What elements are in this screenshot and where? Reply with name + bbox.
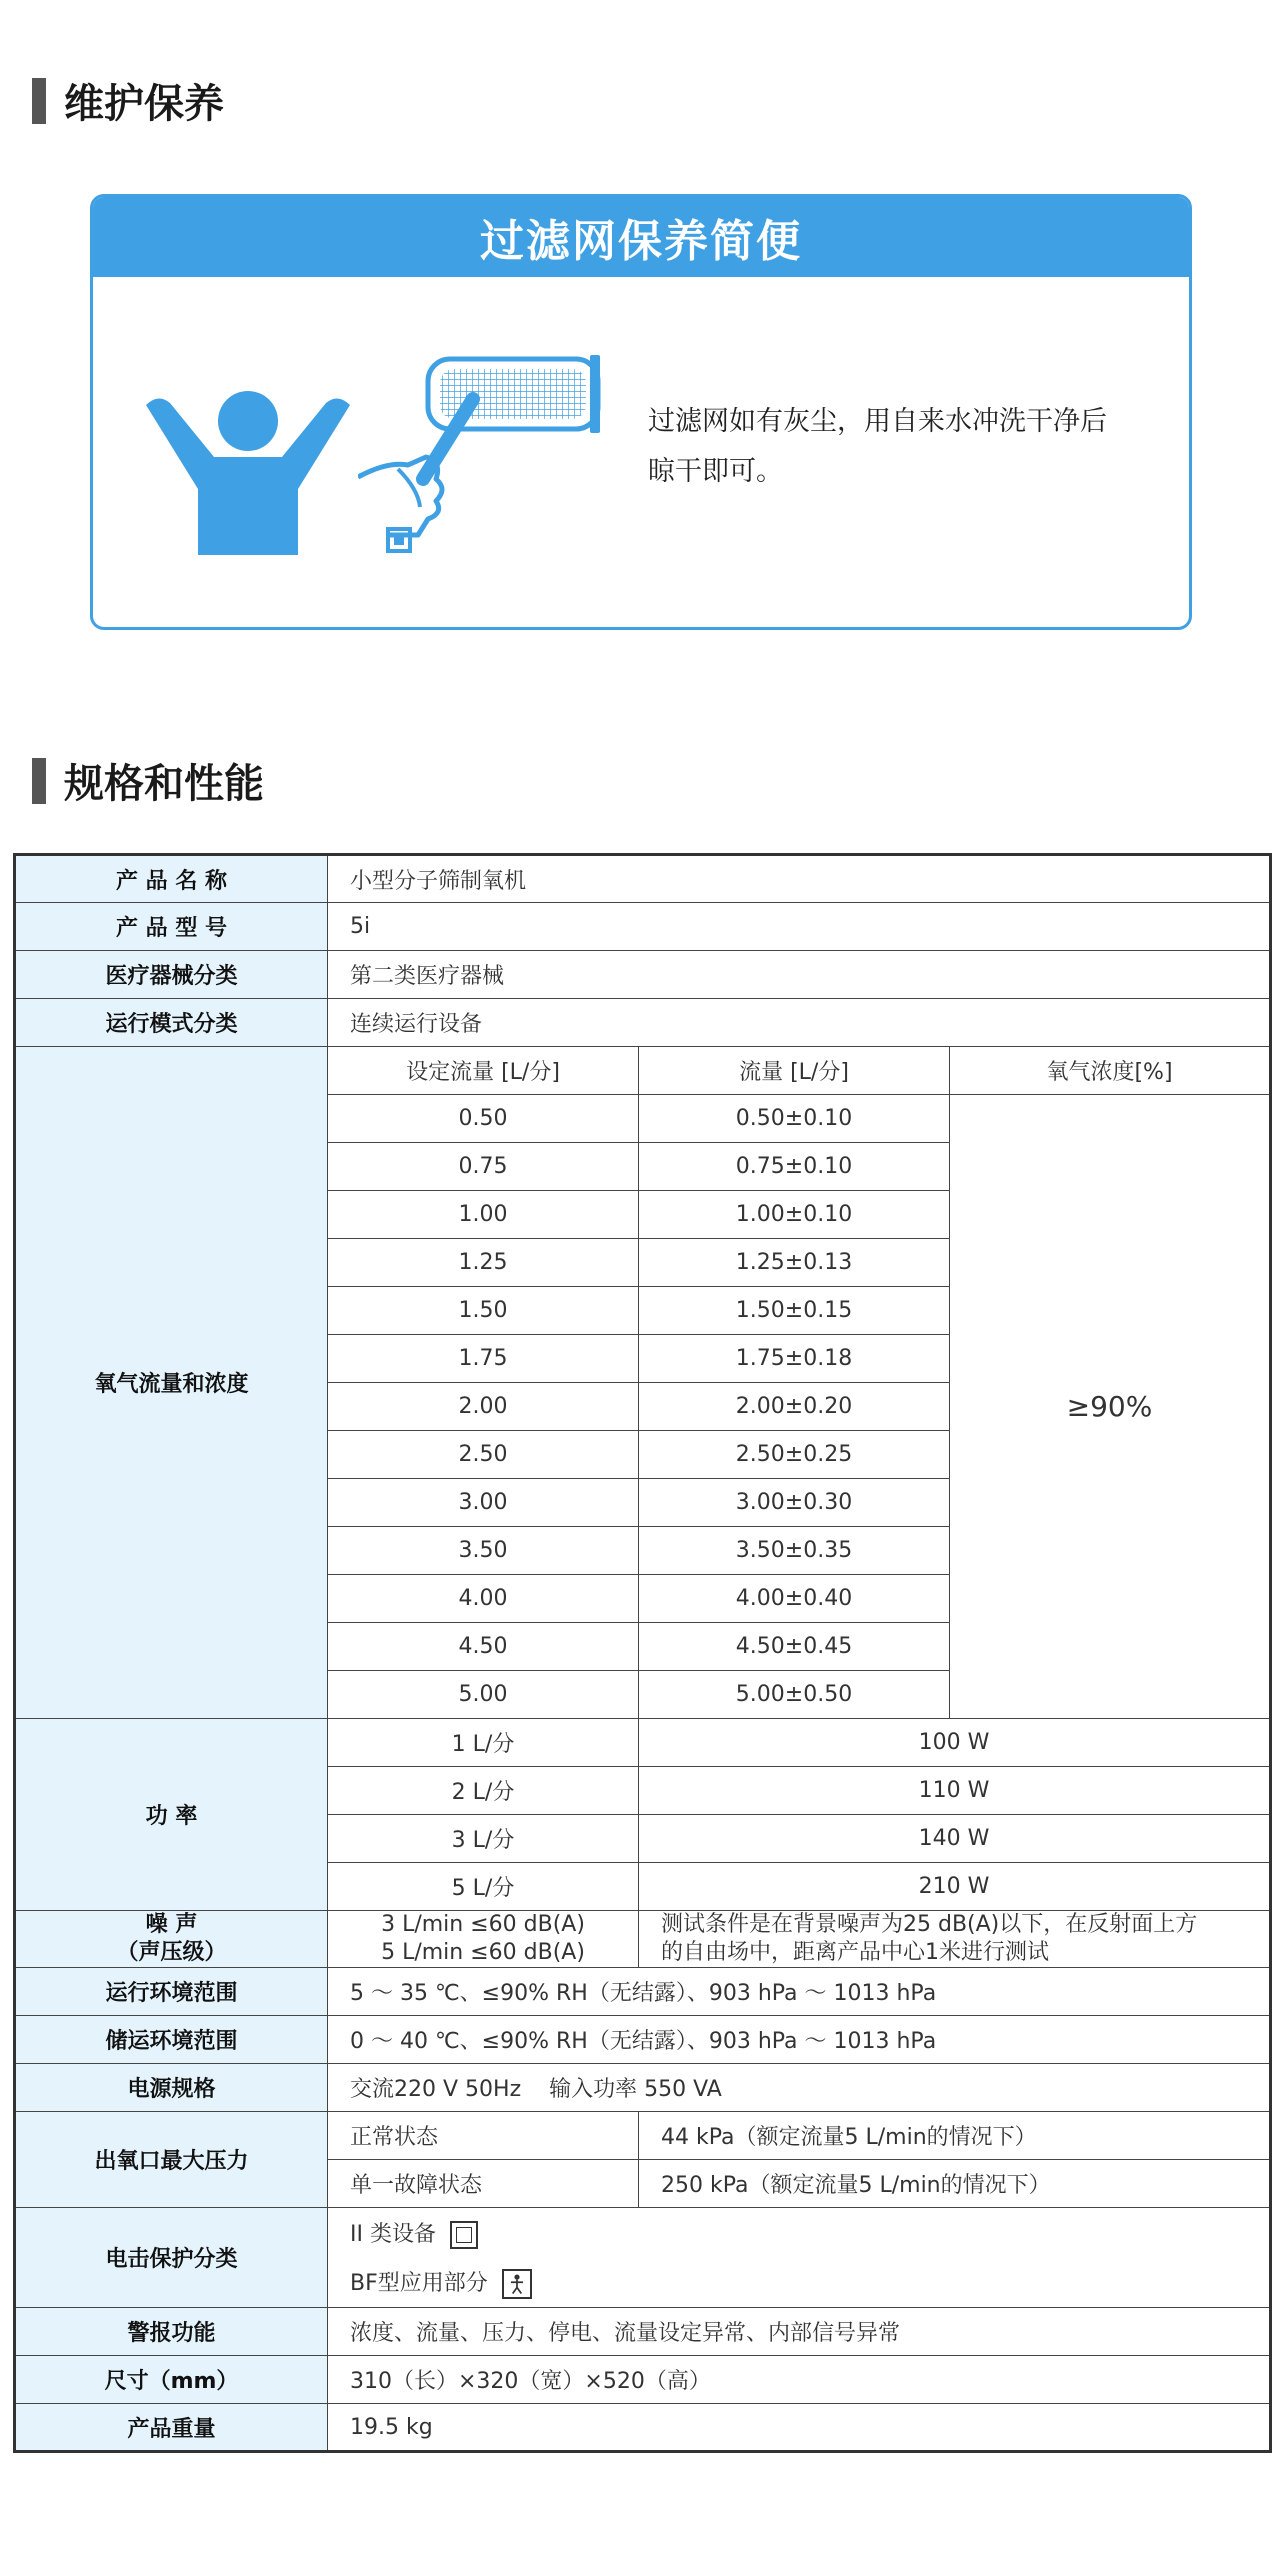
table-row: [15, 2404, 1271, 2452]
flow-set-value: 1.00: [328, 1191, 639, 1239]
card-description-line-2: 晾干即可。: [648, 456, 783, 487]
flow-actual-value: 2.50±0.25: [639, 1431, 950, 1479]
person-arms-up-icon: [138, 379, 358, 559]
flow-actual-value: 0.75±0.10: [639, 1143, 950, 1191]
table-row: [15, 999, 1271, 1047]
class-ii-double-square-icon: [450, 2221, 478, 2249]
table-row: [15, 2356, 1271, 2404]
flow-actual-value: 5.00±0.50: [639, 1671, 950, 1719]
table-row: [15, 2308, 1271, 2356]
specs-title-text: 规格和性能: [64, 761, 264, 807]
spec-table: [13, 853, 1272, 2453]
flow-set-value: 0.75: [328, 1143, 639, 1191]
power-watt-value: 210 W: [639, 1863, 1271, 1911]
flow-set-value: 3.50: [328, 1527, 639, 1575]
hand-holding-filter-icon: [358, 349, 608, 559]
flow-actual-value: 1.00±0.10: [639, 1191, 950, 1239]
flow-set-value: 4.50: [328, 1623, 639, 1671]
alarm-value: 浓度、流量、压力、停电、流量设定异常、内部信号异常: [328, 2308, 1271, 2356]
model-value: 5i: [328, 903, 1271, 951]
power-label: 功 率: [15, 1719, 328, 1911]
flow-set-value: 3.00: [328, 1479, 639, 1527]
card-description-line-1: 过滤网如有灰尘，用自来水冲洗干净后: [648, 406, 1107, 437]
pressure-state-normal: 正常状态: [328, 2112, 639, 2160]
noise-value-line-1: 3 L/min ≤60 dB(A): [381, 1912, 585, 1937]
flow-set-value: 4.00: [328, 1575, 639, 1623]
table-row: [15, 2112, 1271, 2160]
model-label: 产 品 型 号: [15, 903, 328, 951]
shock-label: 电击保护分类: [15, 2208, 328, 2308]
power-watt-value: 100 W: [639, 1719, 1271, 1767]
maintenance-section-title: [32, 72, 224, 129]
noise-note-line-2: 的自由场中，距离产品中心1米进行测试: [661, 1940, 1049, 1965]
maintenance-title-text: 维护保养: [64, 81, 224, 127]
flow-set-value: 2.50: [328, 1431, 639, 1479]
flow-set-value: 2.00: [328, 1383, 639, 1431]
product-name-value: 小型分子筛制氧机: [328, 855, 1271, 903]
card-description: [648, 397, 1168, 497]
shock-value-bf: [328, 2258, 1271, 2308]
env-value: 5 ～ 35 ℃、≤90% RH（无结露）、903 hPa ～ 1013 hPa: [328, 1968, 1271, 2016]
shock-class-text: II 类设备: [350, 2221, 436, 2247]
title-bar-marker: [32, 78, 46, 124]
power-flow-value: 5 L/分: [328, 1863, 639, 1911]
table-row: [15, 2064, 1271, 2112]
flow-actual-value: 1.75±0.18: [639, 1335, 950, 1383]
table-row: [15, 1047, 1271, 1095]
flow-label: 氧气流量和浓度: [15, 1047, 328, 1719]
flow-header-flow: 流量 [L/分]: [639, 1047, 950, 1095]
power-supply-value: 交流220 V 50Hz 输入功率 550 VA: [328, 2064, 1271, 2112]
power-flow-value: 1 L/分: [328, 1719, 639, 1767]
noise-label-line-1: 噪 声: [145, 1912, 198, 1937]
table-row: [15, 1968, 1271, 2016]
flow-set-value: 1.25: [328, 1239, 639, 1287]
power-flow-value: 3 L/分: [328, 1815, 639, 1863]
weight-label: 产品重量: [15, 2404, 328, 2452]
mode-label: 运行模式分类: [15, 999, 328, 1047]
size-value: 310（长）×320（宽）×520（高）: [328, 2356, 1271, 2404]
specs-section-title: [32, 752, 264, 809]
storage-label: 储运环境范围: [15, 2016, 328, 2064]
table-row: [15, 855, 1271, 903]
category-value: 第二类医疗器械: [328, 951, 1271, 999]
noise-note: [639, 1911, 1271, 1968]
pressure-state-fault: 单一故障状态: [328, 2160, 639, 2208]
noise-note-line-1: 测试条件是在背景噪声为25 dB(A)以下，在反射面上方: [661, 1912, 1198, 1937]
title-bar-marker: [32, 758, 46, 804]
storage-value: 0 ～ 40 ℃、≤90% RH（无结露）、903 hPa ～ 1013 hPa: [328, 2016, 1271, 2064]
card-header: 过滤网保养简便: [93, 197, 1189, 277]
pressure-value-normal: 44 kPa（额定流量5 L/min的情况下）: [639, 2112, 1271, 2160]
flow-actual-value: 0.50±0.10: [639, 1095, 950, 1143]
mode-value: 连续运行设备: [328, 999, 1271, 1047]
flow-set-value: 5.00: [328, 1671, 639, 1719]
product-name-label: 产 品 名 称: [15, 855, 328, 903]
shock-value-class: [328, 2208, 1271, 2258]
noise-value: [328, 1911, 639, 1968]
power-watt-value: 140 W: [639, 1815, 1271, 1863]
flow-actual-value: 3.50±0.35: [639, 1527, 950, 1575]
flow-actual-value: 2.00±0.20: [639, 1383, 950, 1431]
noise-label: [15, 1911, 328, 1968]
power-supply-label: 电源规格: [15, 2064, 328, 2112]
table-row: [15, 1719, 1271, 1767]
pressure-label: 出氧口最大压力: [15, 2112, 328, 2208]
category-label: 医疗器械分类: [15, 951, 328, 999]
bf-applied-part-icon: [502, 2269, 532, 2299]
table-row: [15, 2208, 1271, 2258]
table-row: [15, 903, 1271, 951]
flow-actual-value: 4.50±0.45: [639, 1623, 950, 1671]
concentration-value: ≥90%: [950, 1095, 1271, 1719]
flow-actual-value: 4.00±0.40: [639, 1575, 950, 1623]
flow-actual-value: 1.25±0.13: [639, 1239, 950, 1287]
weight-value: 19.5 kg: [328, 2404, 1271, 2452]
table-row: [15, 2016, 1271, 2064]
filter-maintenance-card: [90, 194, 1192, 630]
noise-value-line-2: 5 L/min ≤60 dB(A): [381, 1940, 585, 1965]
flow-set-value: 1.75: [328, 1335, 639, 1383]
flow-header-set: 设定流量 [L/分]: [328, 1047, 639, 1095]
spec-table-body: [15, 855, 1271, 2452]
pressure-value-fault: 250 kPa（额定流量5 L/min的情况下）: [639, 2160, 1271, 2208]
power-watt-value: 110 W: [639, 1767, 1271, 1815]
power-flow-value: 2 L/分: [328, 1767, 639, 1815]
flow-actual-value: 1.50±0.15: [639, 1287, 950, 1335]
env-label: 运行环境范围: [15, 1968, 328, 2016]
noise-label-line-2: （声压级）: [116, 1940, 227, 1965]
alarm-label: 警报功能: [15, 2308, 328, 2356]
table-row: [15, 1911, 1271, 1968]
shock-bf-text: BF型应用部分: [350, 2270, 488, 2296]
size-label: 尺寸（mm）: [15, 2356, 328, 2404]
table-row: [15, 951, 1271, 999]
flow-set-value: 0.50: [328, 1095, 639, 1143]
flow-header-concentration: 氧气浓度[%]: [950, 1047, 1271, 1095]
flow-set-value: 1.50: [328, 1287, 639, 1335]
flow-actual-value: 3.00±0.30: [639, 1479, 950, 1527]
